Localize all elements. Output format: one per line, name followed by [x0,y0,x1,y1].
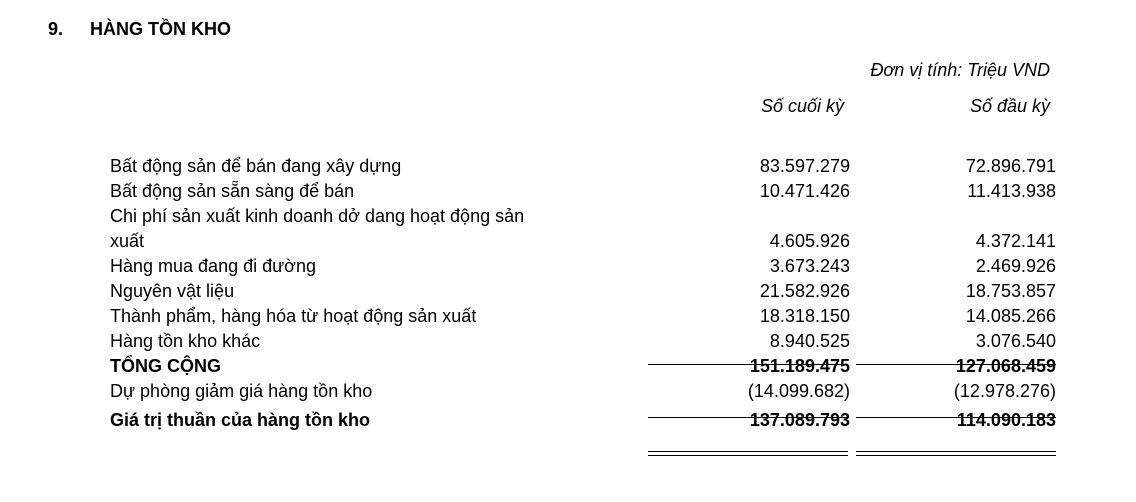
value-begin: (12.978.276) [953,381,1056,401]
value-end: 18.318.150 [759,306,850,326]
value-end: 3.673.243 [769,256,850,276]
value-begin: 11.413.938 [967,181,1056,201]
unit-note: Đơn vị tính: Triệu VND [870,60,1050,80]
section-heading [48,19,231,40]
value-end: 137.089.793 [749,410,850,430]
column-header-end: Số cuối kỳ [760,96,844,116]
total-rule-begin [856,417,1056,418]
value-end: 151.189.475 [749,356,850,376]
table-row [110,279,1056,304]
row-label: Thành phẩm, hàng hóa từ hoạt động sản xuất [110,306,477,326]
row-label: Hàng tồn kho khác [110,331,261,351]
net-value-row [110,408,1056,433]
value-begin: 114.090.183 [956,410,1056,430]
value-begin: 72.896.791 [965,156,1056,176]
row-label-line2: xuất [110,231,145,251]
subtotal-rule-end [648,364,848,365]
inventory-table [110,154,1056,433]
table-row [110,379,1056,404]
row-label: Bất động sản để bán đang xây dựng [110,156,402,176]
value-end: 83.597.279 [759,156,850,176]
row-label: Nguyên vật liệu [110,281,235,301]
total-row [110,354,1056,379]
value-begin: 3.076.540 [975,331,1056,351]
double-rule-begin [856,451,1056,456]
total-rule-end [648,417,848,418]
value-begin: 18.753.857 [965,281,1056,301]
value-begin: 127.068.459 [955,356,1056,376]
value-end: 8.940.525 [769,331,850,351]
row-label: Bất động sản sẵn sàng để bán [110,181,355,201]
row-label: TỔNG CỘNG [110,356,221,376]
double-rule-end [648,451,848,456]
value-end: 10.471.426 [759,181,850,201]
value-end: 21.582.926 [759,281,850,301]
table-row [110,179,1056,204]
value-begin: 4.372.141 [975,231,1056,251]
column-header-begin: Số đầu kỳ [969,96,1050,116]
value-end: 4.605.926 [769,231,850,251]
row-label [110,204,620,254]
section-title: HÀNG TỒN KHO [90,19,231,39]
table-row [110,304,1056,329]
value-end: (14.099.682) [747,381,850,401]
value-begin: 14.085.266 [965,306,1056,326]
value-begin: 2.469.926 [975,256,1056,276]
row-label-line1: Chi phí sản xuất kinh doanh dở dang hoạt động sản [110,206,525,226]
row-label: Hàng mua đang đi đường [110,256,316,276]
row-label: Giá trị thuần của hàng tồn kho [110,410,371,430]
row-label: Dự phòng giảm giá hàng tồn kho [110,381,373,401]
subtotal-rule-begin [856,364,1056,365]
table-row [110,154,1056,179]
table-row [110,204,1056,254]
table-row [110,329,1056,354]
section-number: 9. [48,19,64,39]
table-row [110,254,1056,279]
